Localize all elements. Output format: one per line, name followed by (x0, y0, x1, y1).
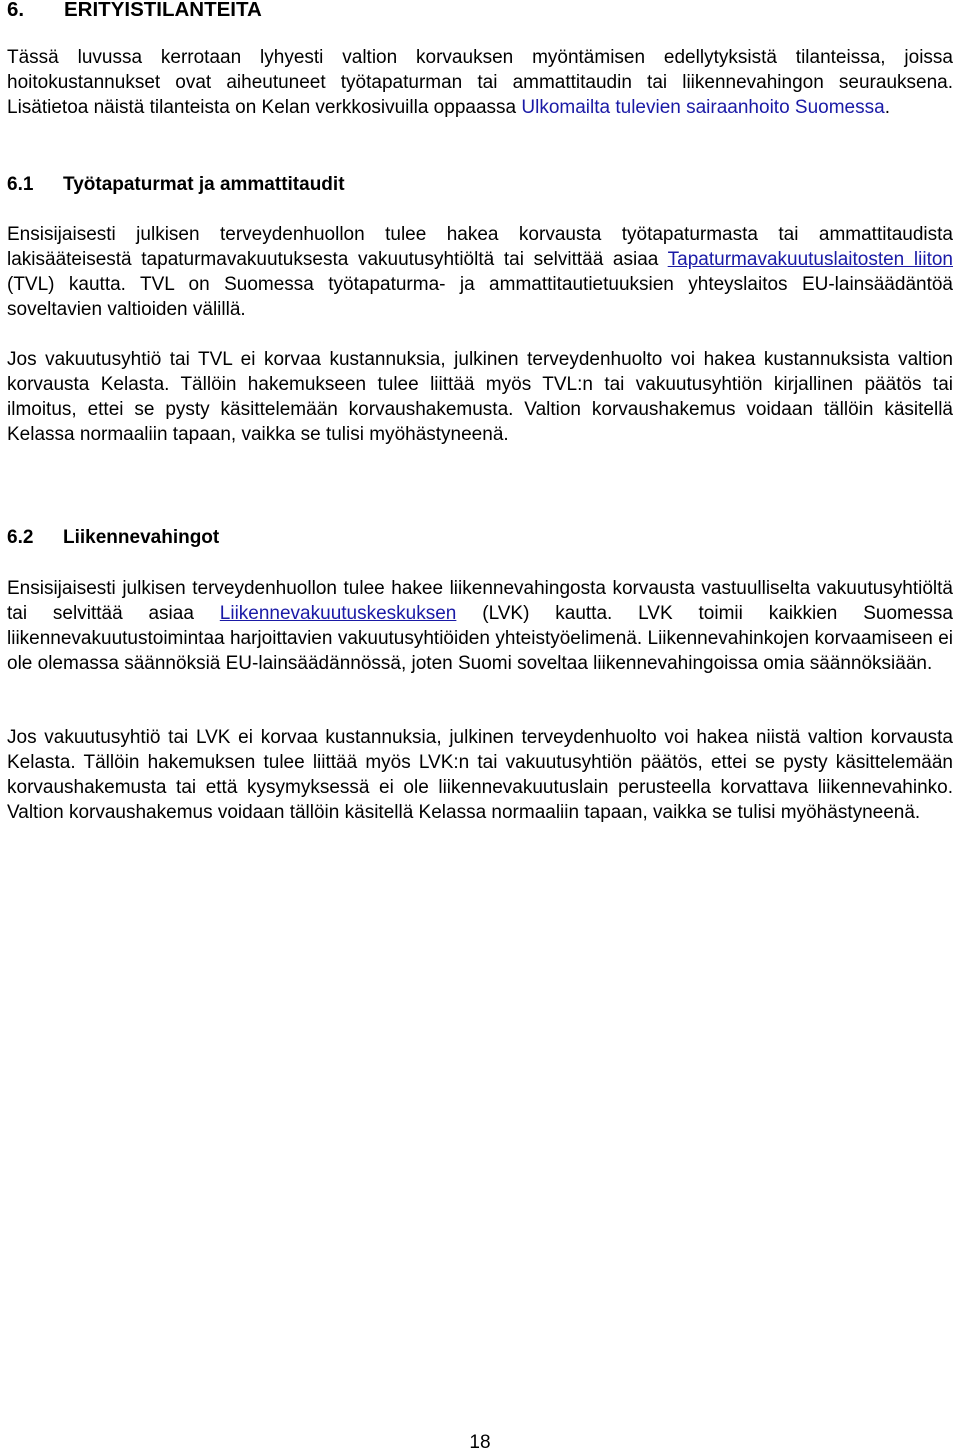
chapter-title: ERITYISTILANTEITA (64, 0, 262, 21)
chapter-number: 6. (7, 0, 25, 21)
lvk-link[interactable]: Liikennevakuutuskeskuksen (219, 603, 457, 624)
section-6-1-p1-after: (TVL) kautta. TVL on Suomessa työtapaturma- ja ammattitautietuuksien yhteyslaitos EU-lainsäädäntöä soveltavien valtioiden välillä. (7, 274, 953, 320)
intro-after: . (884, 97, 890, 118)
guide-link[interactable]: Ulkomailta tulevien sairaanhoito Suomessa (521, 97, 885, 118)
intro-paragraph (7, 45, 953, 120)
section-6-1-p1-before: Ensisijaisesti julkisen terveydenhuollon tulee hakea korvausta työtapaturmasta tai ammattitaudista lakisääteisestä tapaturmavakuutuksesta vakuutusyhtiöltä tai selvittää asiaa (7, 224, 953, 270)
section-6-2-paragraph-1 (7, 576, 953, 676)
section-6-1-title: Työtapaturmat ja ammattitaudit (63, 174, 345, 195)
section-6-2-number: 6.2 (7, 527, 34, 548)
section-6-2-title: Liikennevahingot (63, 527, 220, 548)
section-6-2-heading (7, 527, 219, 549)
chapter-heading (7, 0, 262, 22)
section-6-1-paragraph-1 (7, 222, 953, 322)
intro-text: Tässä luvussa kerrotaan lyhyesti valtion korvauksen myöntämisen edellytyksistä tilanteissa, joissa hoitokustannukset ovat aiheutuneet työtapaturman tai ammattitaudin tai liikennevahingon seurauksena. Lisätietoa näistä tilanteista on Kelan verkkosivuilla oppaassa (7, 47, 953, 118)
section-6-1-paragraph-2: Jos vakuutusyhtiö tai TVL ei korvaa kustannuksia, julkinen terveydenhuolto voi hakea kustannuksista valtion korvausta Kelasta. Tällöin hakemukseen tulee liittää myös TVL:n tai vakuutusyhtiön kirjallinen päätös tai ilmoitus, ettei se pysty käsittelemään korvaushakemusta. Valtion korvaushakemus voidaan tällöin käsitellä Kelassa normaaliin tapaan, vaikka se tulisi myöhästyneenä. (7, 349, 953, 445)
section-6-1-number: 6.1 (7, 174, 34, 195)
section-6-2-p1-before: Ensisijaisesti julkisen terveydenhuollon tulee hakee liikennevahingosta korvausta vastuulliselta vakuutusyhtiöltä tai selvittää asiaa (7, 578, 953, 624)
section-6-2-paragraph-2: Jos vakuutusyhtiö tai LVK ei korvaa kustannuksia, julkinen terveydenhuolto voi hakea niistä valtion korvausta Kelasta. Tällöin hakemuksen tulee liittää myös LVK:n tai vakuutusyhtiön päätös, ettei se pysty käsittelemään korvaushakemusta tai että kysymyksessä ei ole liikennevakuutuslain perusteella korvattava liikennevahinko. Valtion korvaushakemus voidaan tällöin käsitellä Kelassa normaaliin tapaan, vaikka se tulisi myöhästyneenä. (7, 727, 953, 823)
section-6-2-p1-after: (LVK) kautta. LVK toimii kaikkien Suomessa liikennevakuutustoimintaa harjoittavien vakuutusyhtiöiden yhteistyöelimenä. Liikennevahinkojen korvaamiseen ei ole olemassa säännöksiä EU-lainsäädännössä, joten Suomi soveltaa liikennevahingoissa omia säännöksiään. (7, 603, 953, 674)
page-number: 18 (469, 1432, 491, 1453)
tvl-link[interactable]: Tapaturmavakuutuslaitosten liiton (667, 249, 953, 270)
section-6-1-heading (7, 174, 345, 196)
